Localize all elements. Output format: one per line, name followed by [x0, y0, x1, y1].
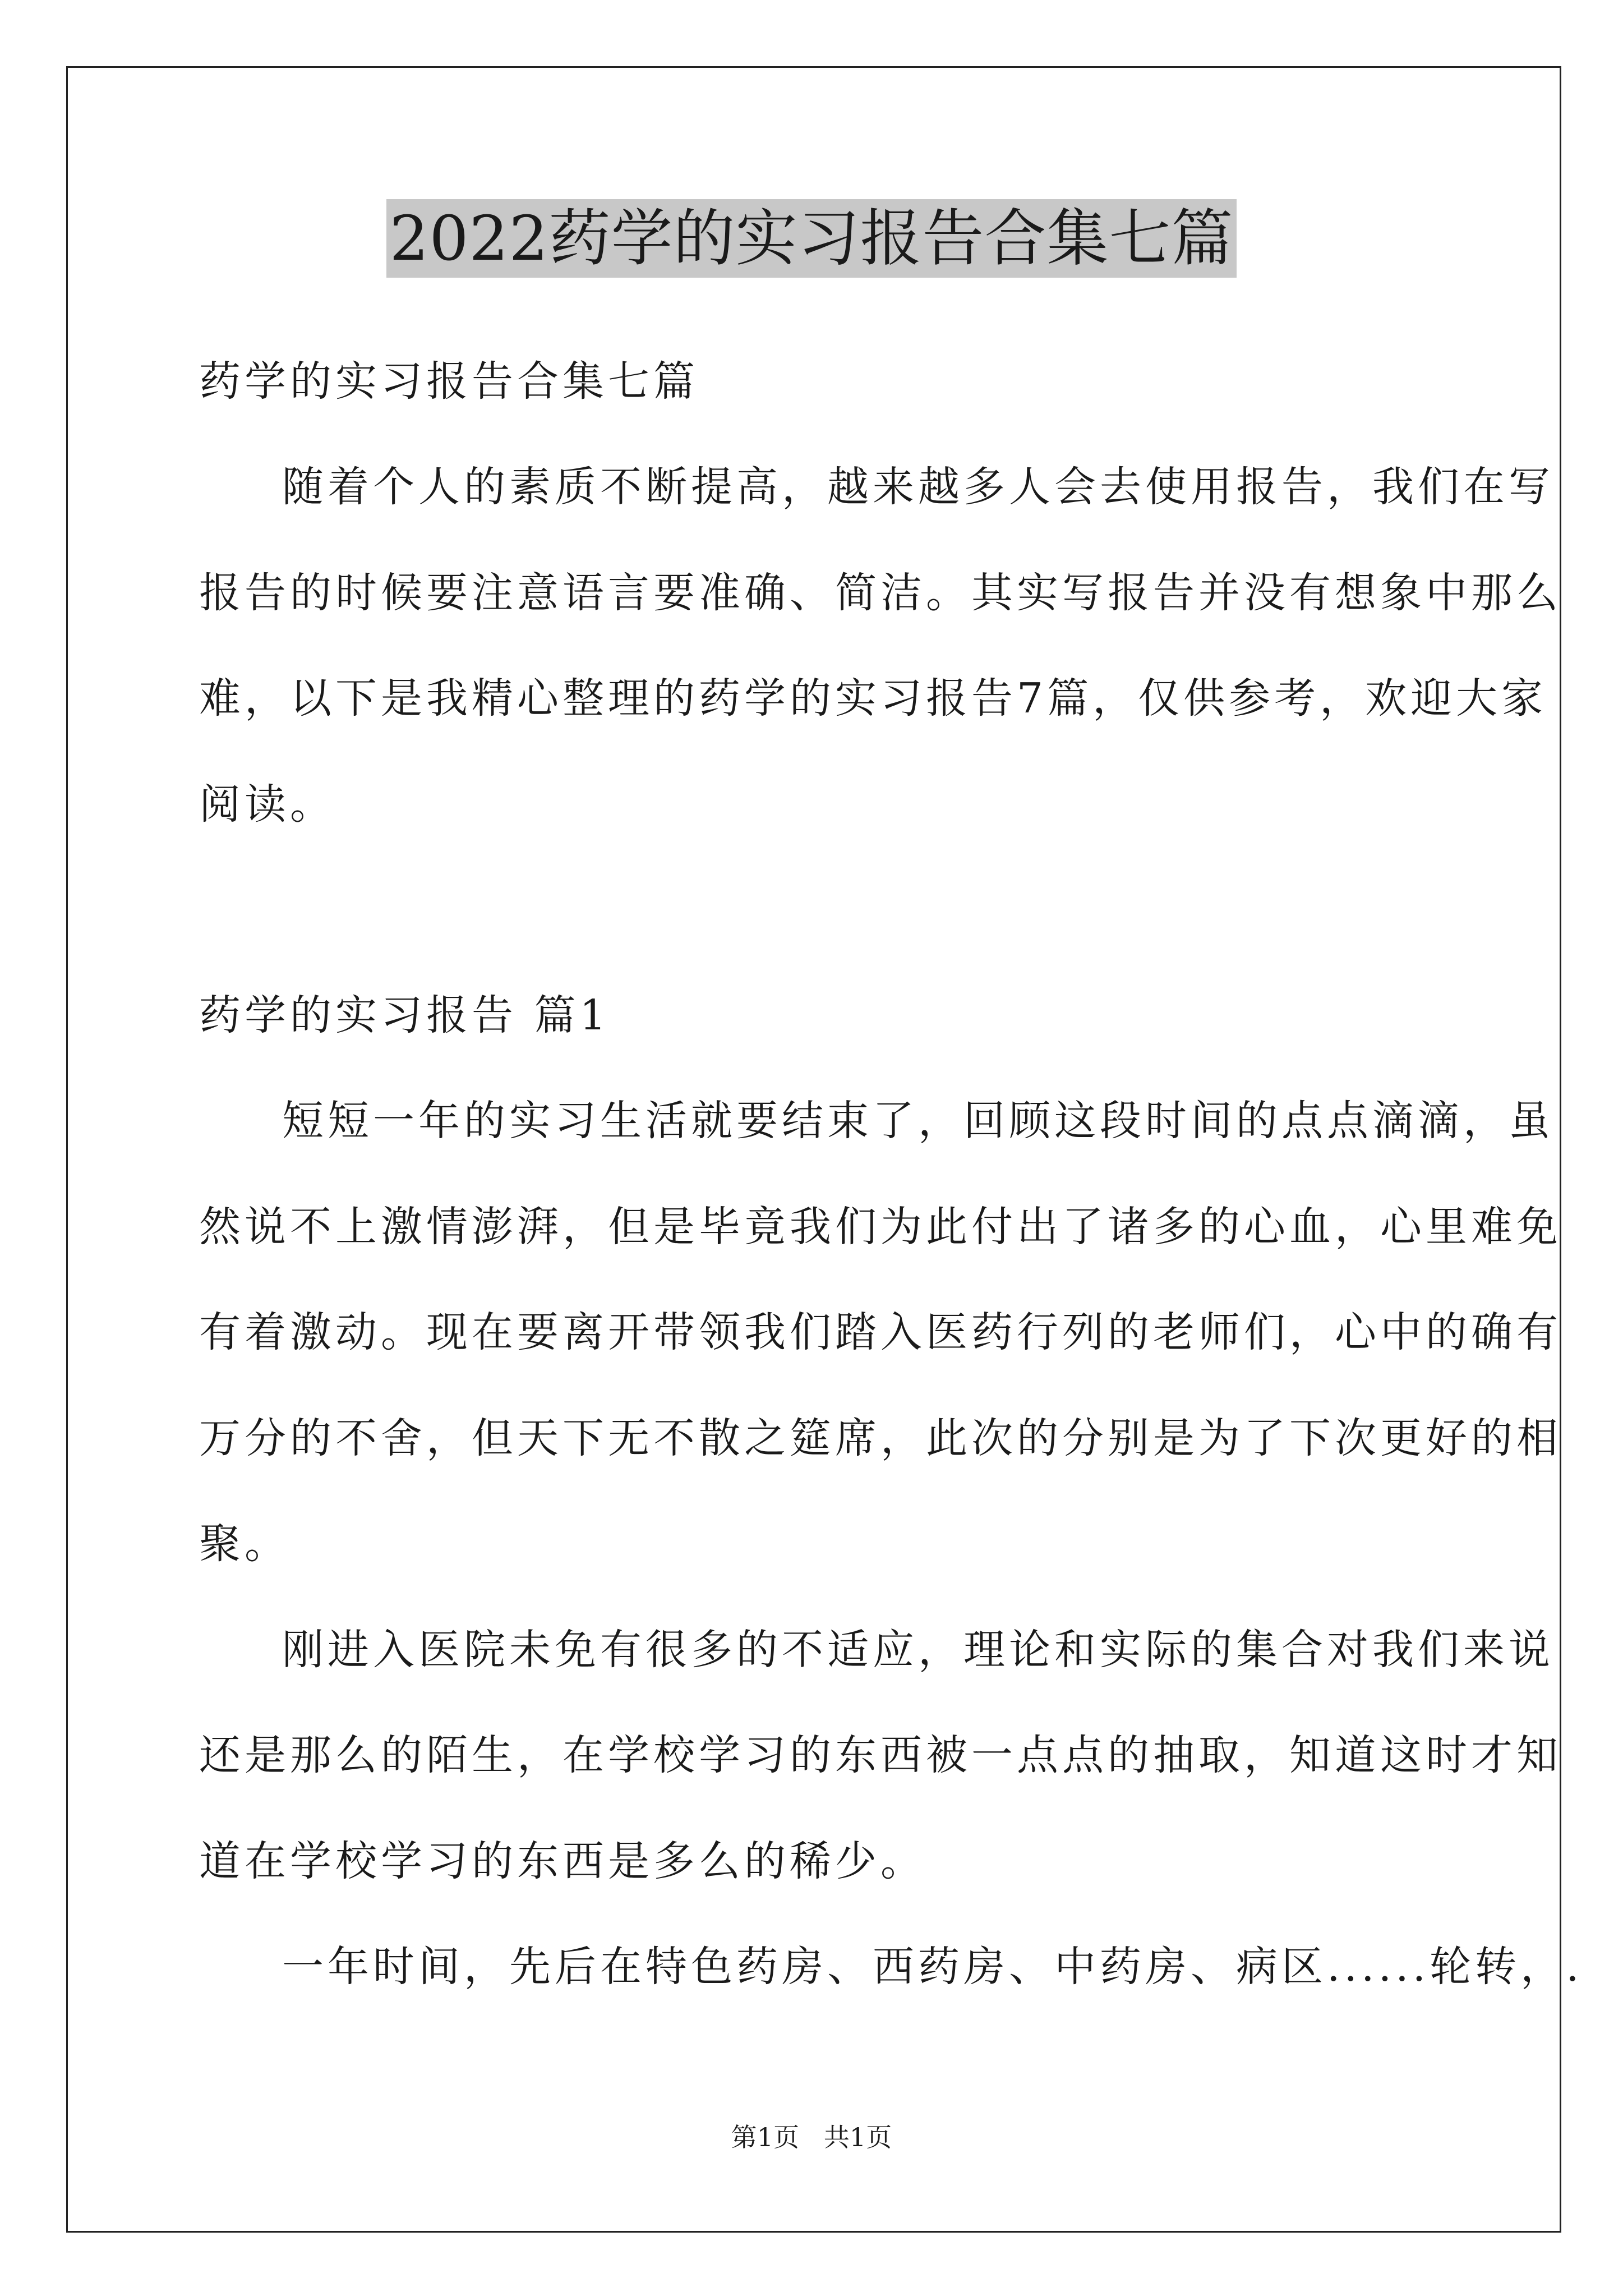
- paragraph-line: 短短一年的实习生活就要结束了，回顾这段时间的点点滴滴，虽: [282, 1097, 1554, 1145]
- intro-line: 难，以下是我精心整理的药学的实习报告7篇，仅供参考，欢迎大家: [199, 674, 1547, 723]
- section-heading: 药学的实习报告 篇1: [199, 991, 610, 1039]
- paragraph-line: 万分的不舍，但天下无不散之筵席，此次的分别是为了下次更好的相: [199, 1414, 1562, 1462]
- paragraph-line: 一年时间，先后在特色药房、西药房、中药房、病区......轮转，.: [282, 1943, 1583, 1991]
- paragraph-line: 道在学校学习的东西是多么的稀少。: [199, 1837, 926, 1885]
- document-subtitle: 药学的实习报告合集七篇: [199, 357, 699, 406]
- paragraph-line: 还是那么的陌生，在学校学习的东西被一点点的抽取，知道这时才知: [199, 1731, 1562, 1779]
- paragraph-line: 聚。: [199, 1520, 290, 1568]
- document-title: 2022药学的实习报告合集七篇: [386, 199, 1237, 278]
- intro-line: 随着个人的素质不断提高，越来越多人会去使用报告，我们在写: [282, 463, 1554, 511]
- intro-line: 阅读。: [199, 780, 335, 829]
- paragraph-line: 刚进入医院未免有很多的不适应，理论和实际的集合对我们来说: [282, 1626, 1554, 1674]
- page-number-footer: 第1页 共1页: [731, 2122, 892, 2152]
- paragraph-line: 然说不上激情澎湃，但是毕竟我们为此付出了诸多的心血，心里难免: [199, 1203, 1562, 1251]
- paragraph-line: 有着激动。现在要离开带领我们踏入医药行列的老师们，心中的确有: [199, 1308, 1562, 1356]
- intro-line: 报告的时候要注意语言要准确、简洁。其实写报告并没有想象中那么: [199, 569, 1562, 617]
- title-container: [0, 199, 1623, 278]
